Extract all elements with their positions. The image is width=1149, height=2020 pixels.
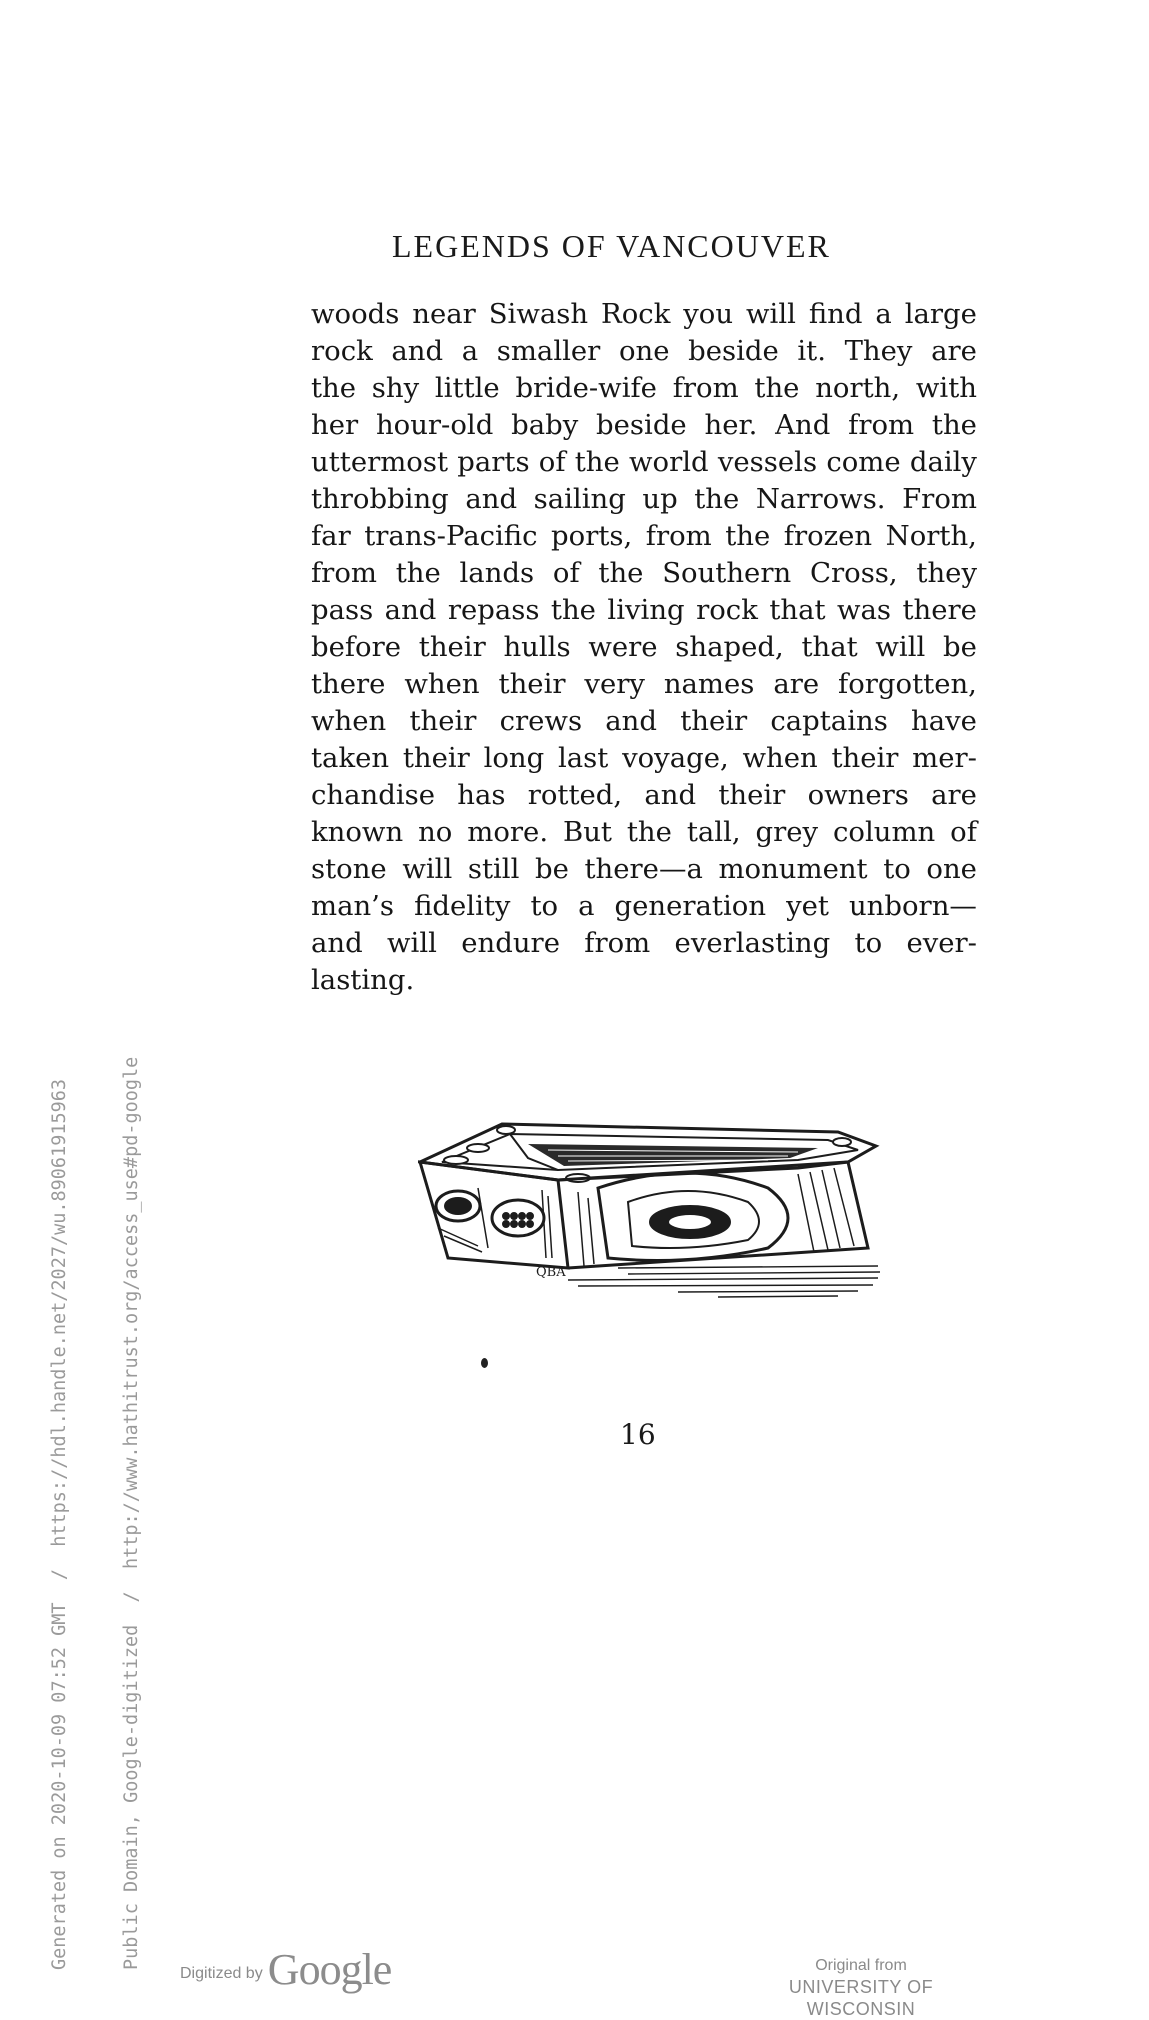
word: the <box>395 557 441 589</box>
word: when <box>311 705 387 737</box>
watermark-line-2: Public Domain, Google-digitized / http://www.hathitrust.org/access_use#pd-google <box>121 1056 142 1970</box>
text-line <box>311 592 977 629</box>
word: it. <box>797 335 826 367</box>
word: up <box>642 483 678 515</box>
text-line <box>311 629 977 666</box>
text-line <box>311 444 977 481</box>
word: woods <box>311 298 400 330</box>
digitized-by-google <box>180 1944 391 1995</box>
word: her. <box>704 409 758 441</box>
word: their <box>680 705 748 737</box>
word: there <box>311 668 386 700</box>
word: the <box>550 594 596 626</box>
word: beside <box>596 409 687 441</box>
word: captains <box>770 705 888 737</box>
word: their <box>831 742 899 774</box>
body-text <box>311 296 977 999</box>
word: chandise <box>311 779 436 811</box>
word: baby <box>511 409 579 441</box>
word: long <box>483 742 545 774</box>
word: hulls <box>503 631 571 663</box>
word: very <box>584 668 645 700</box>
hathitrust-watermark <box>0 1056 142 1970</box>
word: endure <box>461 927 560 959</box>
word: from <box>672 372 739 404</box>
word: when <box>404 668 480 700</box>
word: They <box>844 335 913 367</box>
word: taken <box>311 742 390 774</box>
word: rotted, <box>527 779 623 811</box>
ink-speck <box>481 1358 488 1368</box>
word: from <box>311 557 377 589</box>
ground-shadow <box>568 1266 880 1297</box>
word: bride-wife <box>515 372 657 404</box>
word: to <box>883 853 911 885</box>
word: there—a <box>584 853 703 885</box>
word: their <box>498 668 566 700</box>
word: and <box>644 779 697 811</box>
word: known <box>311 816 404 848</box>
word: one <box>926 853 977 885</box>
word: still <box>467 853 520 885</box>
word: was <box>836 594 892 626</box>
carved-box-illustration <box>418 1118 888 1304</box>
word: the <box>626 816 672 848</box>
word: the <box>931 409 977 441</box>
word: the <box>574 446 620 478</box>
word: But <box>562 816 612 848</box>
word: rock <box>311 335 373 367</box>
word: north, <box>815 372 901 404</box>
word: with <box>915 372 977 404</box>
word: to <box>854 927 883 959</box>
word: Southern <box>662 557 792 589</box>
word: the <box>598 557 644 589</box>
word: were <box>588 631 658 663</box>
word: be <box>943 631 977 663</box>
word: Cross, <box>809 557 898 589</box>
word: unborn— <box>848 890 977 922</box>
word: trans-Pacific <box>364 520 538 552</box>
google-logo: Google <box>267 1945 392 1994</box>
word: of <box>552 557 580 589</box>
word: Siwash <box>488 298 589 330</box>
word: the <box>754 372 800 404</box>
text-line <box>311 851 977 888</box>
word: large <box>904 298 977 330</box>
word: that <box>769 594 826 626</box>
word: be <box>535 853 569 885</box>
word: frozen <box>783 520 873 552</box>
word: will <box>402 853 453 885</box>
word: lasting. <box>311 964 415 996</box>
word: have <box>911 705 977 737</box>
word: daily <box>909 446 977 478</box>
word: generation <box>614 890 767 922</box>
word: sailing <box>533 483 626 515</box>
word: there <box>902 594 977 626</box>
word: near <box>412 298 476 330</box>
word: of <box>538 446 566 478</box>
text-line <box>311 962 977 999</box>
word: find <box>808 298 863 330</box>
word: a <box>578 890 595 922</box>
digitized-by-label: Digitized by <box>180 1965 263 1982</box>
word: Rock <box>601 298 671 330</box>
word: parts <box>457 446 530 478</box>
word: no <box>418 816 453 848</box>
word: their <box>409 705 477 737</box>
text-line <box>311 518 977 555</box>
text-line <box>311 555 977 592</box>
word: monument <box>718 853 868 885</box>
word: world <box>629 446 709 478</box>
word: beside <box>688 335 779 367</box>
word: yet <box>786 890 829 922</box>
running-head: LEGENDS OF VANCOUVER <box>392 228 831 264</box>
word: man’s <box>311 890 395 922</box>
word: mer- <box>912 742 977 774</box>
word: owners <box>807 779 909 811</box>
word: you <box>683 298 734 330</box>
text-line <box>311 703 977 740</box>
page-number: 16 <box>620 1418 656 1451</box>
word: fidelity <box>414 890 511 922</box>
word: her <box>311 409 359 441</box>
word: throbbing <box>311 483 449 515</box>
word: will <box>387 927 437 959</box>
word: they <box>916 557 977 589</box>
word: From <box>902 483 977 515</box>
word: column <box>832 816 936 848</box>
word: will <box>745 298 796 330</box>
word: will <box>875 631 926 663</box>
word: Narrows. <box>755 483 886 515</box>
word: to <box>530 890 559 922</box>
text-line <box>311 925 977 962</box>
word: more. <box>467 816 549 848</box>
word: voyage, <box>622 742 729 774</box>
word: their <box>718 779 786 811</box>
institution-name: UNIVERSITY OF WISCONSIN <box>788 1977 934 2019</box>
word: and <box>605 705 657 737</box>
word: ports, <box>551 520 633 552</box>
word: their <box>402 742 470 774</box>
word: and <box>311 927 363 959</box>
word: when <box>742 742 818 774</box>
text-line <box>311 814 977 851</box>
word: vessels <box>717 446 818 478</box>
text-line <box>311 333 977 370</box>
word: hour-old <box>375 409 494 441</box>
word: are <box>773 668 820 700</box>
word: last <box>557 742 609 774</box>
word: crews <box>499 705 583 737</box>
word: names <box>663 668 755 700</box>
word: stone <box>311 853 387 885</box>
word: shaped, <box>675 631 784 663</box>
text-line <box>311 888 977 925</box>
word: pass <box>311 594 374 626</box>
text-line <box>311 296 977 333</box>
text-line <box>311 666 977 703</box>
word: that <box>801 631 858 663</box>
word: come <box>826 446 901 478</box>
original-from-label: Original from <box>815 1957 907 1974</box>
text-line <box>311 481 977 518</box>
word: smaller <box>496 335 601 367</box>
word: repass <box>447 594 540 626</box>
text-line <box>311 740 977 777</box>
word: a <box>875 298 892 330</box>
word: little <box>434 372 500 404</box>
text-line <box>311 370 977 407</box>
word: the <box>694 483 740 515</box>
word: and <box>465 483 518 515</box>
text-line <box>311 407 977 444</box>
word: tall, <box>686 816 741 848</box>
word: forgotten, <box>838 668 977 700</box>
word: far <box>311 520 351 552</box>
word: the <box>725 520 771 552</box>
word: their <box>418 631 486 663</box>
word: from <box>645 520 712 552</box>
word: North, <box>885 520 977 552</box>
word: one <box>618 335 670 367</box>
watermark-line-1: Generated on 2020-10-09 07:52 GMT / https://hdl.handle.net/2027/wu.89061915963 <box>49 1078 70 1970</box>
word: from <box>584 927 651 959</box>
word: the <box>311 372 357 404</box>
word: shy <box>371 372 420 404</box>
word: and <box>384 594 437 626</box>
word: are <box>931 779 977 811</box>
word: and <box>391 335 444 367</box>
word: ever- <box>906 927 977 959</box>
word: And <box>775 409 831 441</box>
word: uttermost <box>311 446 449 478</box>
original-from <box>736 1956 986 2020</box>
word: before <box>311 631 402 663</box>
word: living <box>607 594 685 626</box>
word: lands <box>459 557 535 589</box>
word: from <box>848 409 915 441</box>
word: of <box>950 816 977 848</box>
word: rock <box>696 594 758 626</box>
word: everlasting <box>674 927 831 959</box>
illustration-monogram: QBA <box>536 1265 566 1280</box>
text-line <box>311 777 977 814</box>
word: are <box>931 335 977 367</box>
word: grey <box>755 816 819 848</box>
word: has <box>457 779 506 811</box>
word: a <box>461 335 479 367</box>
